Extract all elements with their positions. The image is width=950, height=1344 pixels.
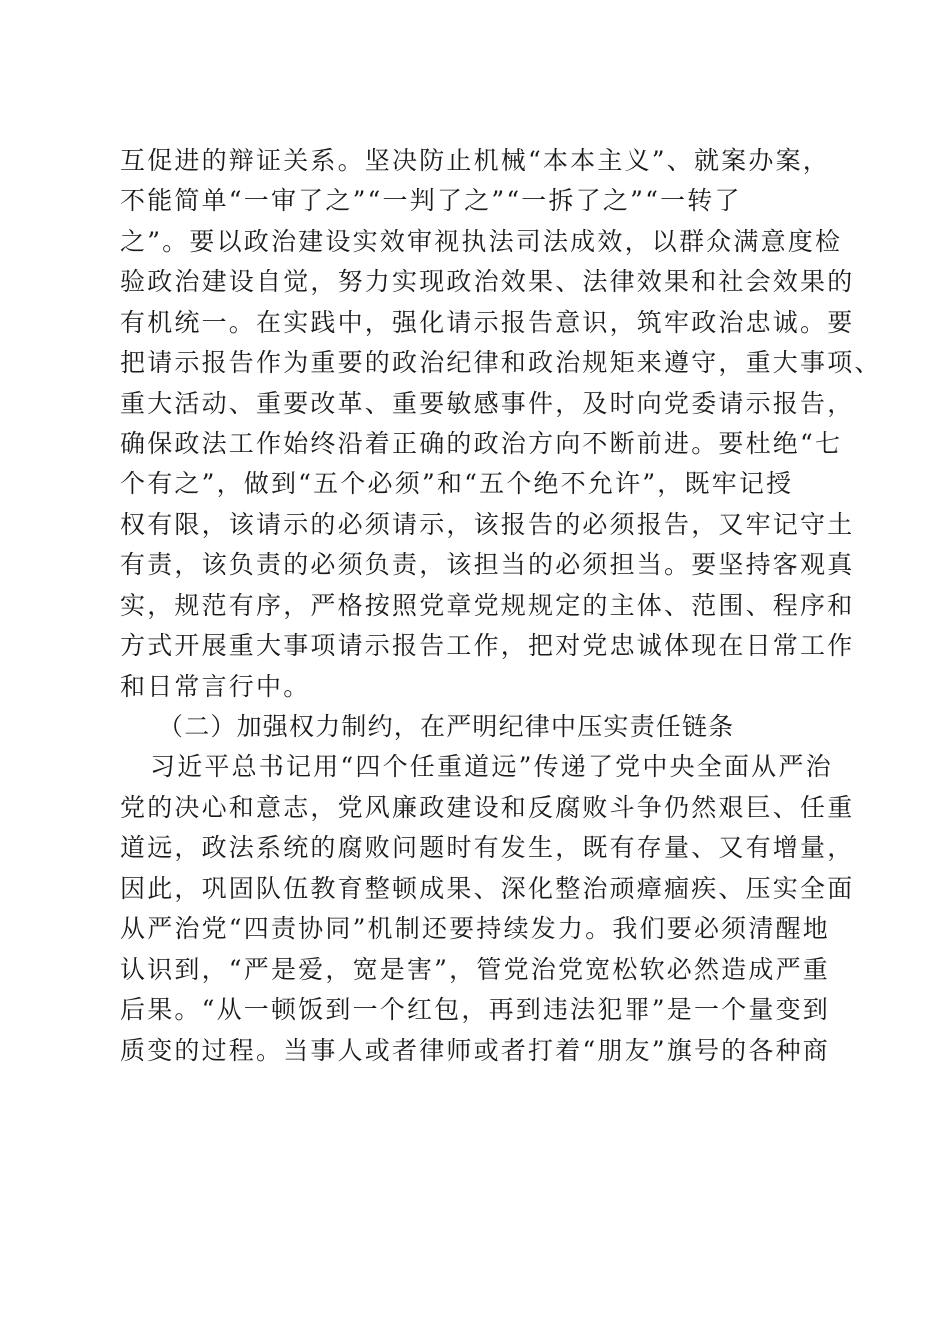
paragraph-1-line-6: 把请示报告作为重要的政治纪律和政治规矩来遵守，重大事项、: [120, 348, 882, 377]
paragraph-2-line-4: 因此，巩固队伍教育整顿成果、深化整治顽瘴痼疾、压实全面: [120, 874, 855, 903]
paragraph-2-line-1: 习近平总书记用“四个任重道远”传递了党中央全面从严治: [150, 752, 833, 781]
paragraph-1-line-12: 实，规范有序，严格按照党章党规规定的主体、范围、程序和: [120, 591, 855, 620]
paragraph-1-line-11: 有责，该负责的必须负责，该担当的必须担当。要坚持客观真: [120, 550, 855, 579]
paragraph-2-line-2: 党的决心和意志，党风廉政建设和反腐败斗争仍然艰巨、任重: [120, 793, 855, 822]
paragraph-1-line-4: 验政治建设自觉，努力实现政治效果、法律效果和社会效果的: [120, 267, 855, 296]
paragraph-1-line-7: 重大活动、重要改革、重要敏感事件，及时向党委请示报告，: [120, 389, 855, 418]
paragraph-1-line-1: 互促进的辩证关系。坚决防止机械“本本主义”、就案办案，: [120, 146, 830, 175]
paragraph-2-line-5: 从严治党“四责协同”机制还要持续发力。我们要必须清醒地: [120, 914, 830, 943]
paragraph-2-line-6: 认识到，“严是爱，宽是害”，管党治党宽松软必然造成严重: [120, 955, 830, 984]
paragraph-1-line-9: 个有之”，做到“五个必须”和“五个绝不允许”，既牢记授: [120, 469, 794, 498]
paragraph-1-line-8: 确保政法工作始终沿着正确的政治方向不断前进。要杜绝“七: [120, 429, 843, 458]
paragraph-2-line-8: 质变的过程。当事人或者律师或者打着“朋友”旗号的各种商: [120, 1036, 830, 1065]
paragraph-1-line-14: 和日常言行中。: [120, 672, 311, 701]
paragraph-2-line-3: 道远，政法系统的腐败问题时有发生，既有存量、又有增量，: [120, 833, 855, 862]
paragraph-1-line-13: 方式开展重大事项请示报告工作，把对党忠诚体现在日常工作: [120, 631, 855, 660]
paragraph-1-line-3: 之”。要以政治建设实效审视执法司法成效，以群众满意度检: [120, 227, 843, 256]
section-heading: （二）加强权力制约，在严明纪律中压实责任链条: [158, 712, 735, 741]
paragraph-1-line-2: 不能简单“一审了之”“一判了之”“一拆了之”“一转了: [120, 186, 742, 215]
paragraph-1-line-5: 有机统一。在实践中，强化请示报告意识，筑牢政治忠诚。要: [120, 308, 855, 337]
paragraph-1-line-10: 权有限，该请示的必须请示，该报告的必须报告，又牢记守土: [120, 510, 855, 539]
paragraph-2-line-7: 后果。“从一顿饭到一个红包，再到违法犯罪”是一个量变到: [120, 995, 830, 1024]
